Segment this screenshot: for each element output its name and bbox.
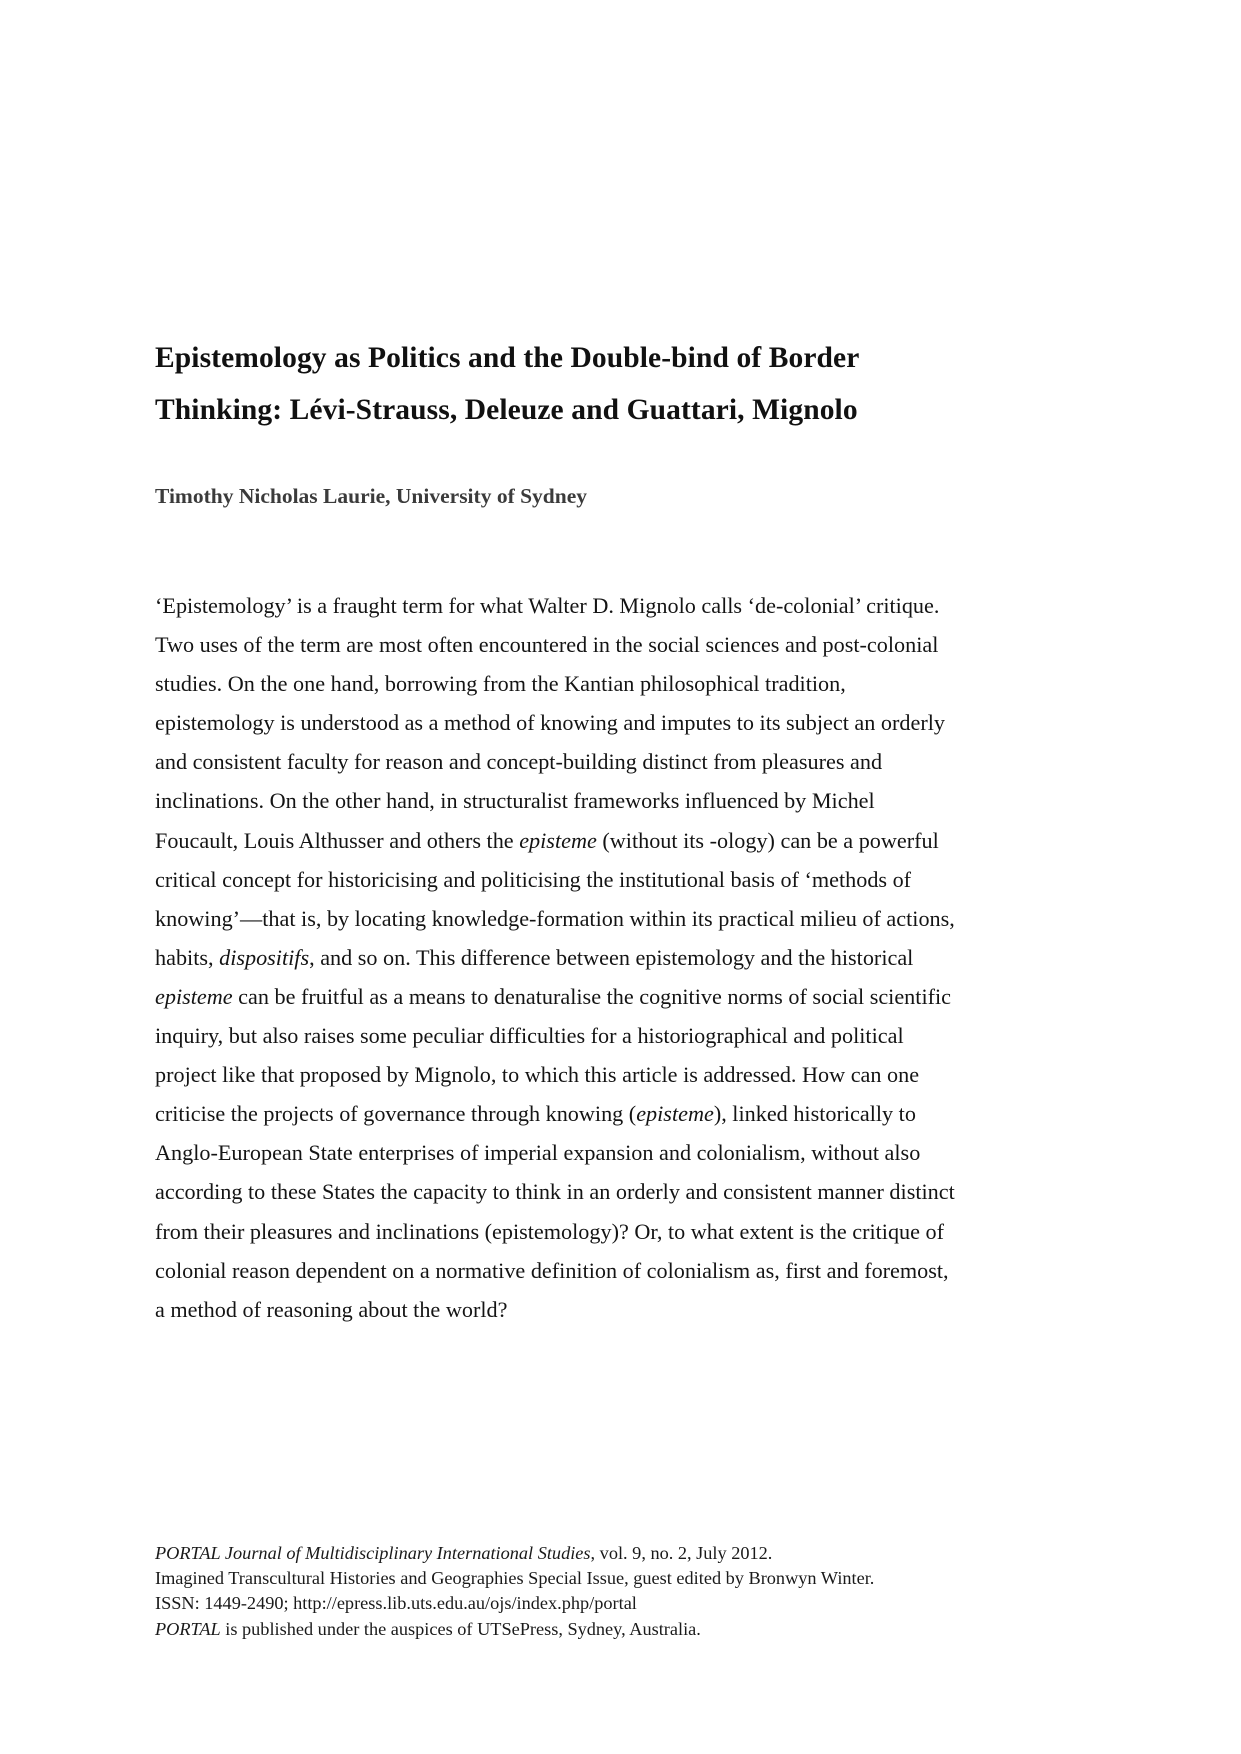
page-content-column: [155, 0, 961, 1754]
abstract-paragraph: ‘Epistemology’ is a fraught term for what Walter D. Mignolo calls ‘de-colonial’ critique. Two uses of the term are most often encountered in the social sciences and post-colonial studies. On the one hand, borrowing from the Kantian philosophical tradition, epistemology is understood as a method of knowing and imputes to its subject an orderly and consistent faculty for reason and concept-building distinct from pleasures and inclinations. On the other hand, in structuralist frameworks influenced by Michel Foucault, Louis Althusser and others the episteme (without its -ology) can be a powerful critical concept for historicising and politicising the institutional basis of ‘methods of knowing’—that is, by locating knowledge-formation within its practical milieu of actions, habits, dispositifs, and so on. This difference between epistemology and the historical episteme can be fruitful as a means to denaturalise the cognitive norms of social scientific inquiry, but also raises some peculiar difficulties for a historiographical and political project like that proposed by Mignolo, to which this article is addressed. How can one criticise the projects of governance through knowing (episteme), linked historically to Anglo-European State enterprises of imperial expansion and colonialism, without also according to these States the capacity to think in an orderly and consistent manner distinct from their pleasures and inclinations (epistemology)? Or, to what extent is the critique of colonial reason dependent on a normative definition of colonialism as, first and foremost, a method of reasoning about the world?: [155, 593, 955, 1322]
journal-citation-footer: [155, 1541, 955, 1642]
page-title: Epistemology as Politics and the Double-bind of Border Thinking: Lévi-Strauss, Deleuze and Guattari, Mignolo: [155, 342, 859, 426]
footer-line: PORTAL Journal of Multidisciplinary International Studies, vol. 9, no. 2, July 2012.: [155, 1543, 773, 1563]
byline-block: [155, 481, 915, 511]
title-block: [155, 332, 945, 436]
footer-line: ISSN: 1449-2490; http://epress.lib.uts.edu.au/ojs/index.php/portal: [155, 1593, 637, 1614]
abstract-block: [155, 586, 957, 1329]
footer-line: Imagined Transcultural Histories and Geographies Special Issue, guest edited by Bronwyn Winter.: [155, 1568, 875, 1589]
author-affiliation-line: Timothy Nicholas Laurie, University of Sydney: [155, 484, 588, 508]
footer-line: PORTAL is published under the auspices of UTSePress, Sydney, Australia.: [155, 1618, 701, 1639]
